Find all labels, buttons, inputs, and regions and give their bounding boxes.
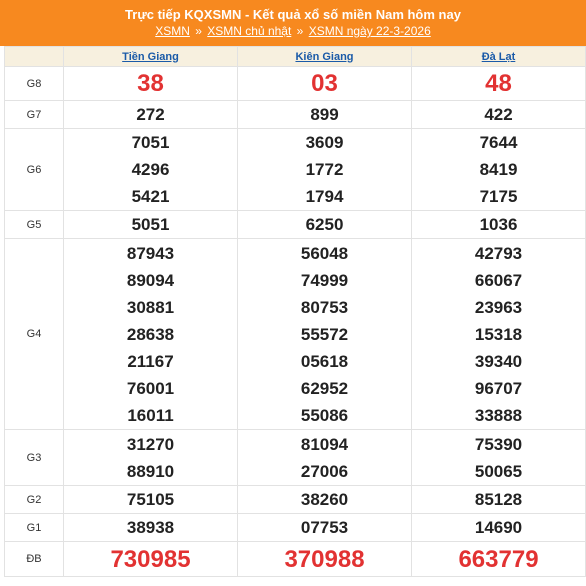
breadcrumb-separator: » xyxy=(195,24,202,38)
prize-number: 66067 xyxy=(474,270,523,290)
prize-number: 8419 xyxy=(479,160,518,179)
header-corner xyxy=(5,47,64,67)
prize-number: 88910 xyxy=(126,461,175,481)
prize-number: 75390 xyxy=(474,434,523,454)
prize-label: G1 xyxy=(5,514,64,542)
prize-number: 55572 xyxy=(300,324,349,344)
prize-row xyxy=(5,542,586,577)
prize-number: 07753 xyxy=(300,518,349,537)
prize-number: 21167 xyxy=(127,351,174,371)
prize-cell xyxy=(412,129,586,211)
prize-number: 422 xyxy=(484,105,513,124)
prize-number: 80753 xyxy=(300,297,349,317)
prize-cell xyxy=(412,430,586,486)
prize-number: 7051 xyxy=(131,133,170,152)
prize-row xyxy=(5,486,586,514)
prize-number: 03 xyxy=(311,70,338,97)
prize-cell xyxy=(238,514,412,542)
prize-number: 28638 xyxy=(126,324,175,344)
prize-number: 87943 xyxy=(126,243,175,263)
prize-number: 74999 xyxy=(300,270,349,290)
province-link-tien-giang[interactable]: Tiền Giang xyxy=(122,50,179,63)
prize-number: 1794 xyxy=(305,187,344,206)
prize-cell xyxy=(238,129,412,211)
prize-cell xyxy=(412,542,586,577)
prize-cell xyxy=(64,239,238,430)
prize-cell xyxy=(64,514,238,542)
province-link-kien-giang[interactable]: Kiên Giang xyxy=(295,50,354,63)
prize-number: 62952 xyxy=(300,378,349,398)
prize-number: 272 xyxy=(136,105,165,124)
prize-number: 23963 xyxy=(474,297,523,317)
prize-row xyxy=(5,67,586,101)
prize-number: 899 xyxy=(310,105,339,124)
prize-number: 76001 xyxy=(126,378,175,398)
prize-number: 1772 xyxy=(305,160,344,179)
prize-number: 89094 xyxy=(126,270,175,290)
prize-cell xyxy=(412,211,586,239)
page-title: Trực tiếp KQXSMN - Kết quả xổ số miền Nam hôm nay xyxy=(125,7,461,22)
prize-number: 39340 xyxy=(474,351,523,371)
prize-number: 48 xyxy=(485,70,512,97)
prize-number: 4296 xyxy=(131,160,170,179)
prize-number: 85128 xyxy=(474,490,523,509)
prize-label: G2 xyxy=(5,486,64,514)
prize-cell xyxy=(238,67,412,101)
prize-cell xyxy=(238,486,412,514)
prize-row xyxy=(5,129,586,211)
prize-cell xyxy=(412,514,586,542)
breadcrumb xyxy=(0,24,586,38)
prize-number: 370988 xyxy=(284,545,365,573)
prize-cell xyxy=(412,101,586,129)
prize-cell xyxy=(412,486,586,514)
prize-label: G5 xyxy=(5,211,64,239)
prize-cell xyxy=(238,101,412,129)
breadcrumb-link-date[interactable]: XSMN ngày 22-3-2026 xyxy=(308,24,431,38)
prize-number: 663779 xyxy=(458,545,539,573)
prize-label: ĐB xyxy=(5,542,64,577)
prize-number: 75105 xyxy=(126,490,175,509)
province-link-da-lat[interactable]: Đà Lạt xyxy=(481,50,516,63)
prize-number: 15318 xyxy=(474,324,523,344)
prize-number: 55086 xyxy=(300,405,349,425)
breadcrumb-link-xsmn[interactable]: XSMN xyxy=(155,24,190,38)
prize-number: 27006 xyxy=(300,461,349,481)
prize-number: 42793 xyxy=(474,243,523,263)
prize-cell xyxy=(64,430,238,486)
prize-row xyxy=(5,239,586,430)
results-header xyxy=(0,0,586,46)
breadcrumb-link-weekday[interactable]: XSMN chủ nhật xyxy=(207,24,292,38)
prize-cell xyxy=(412,67,586,101)
prize-cell xyxy=(64,101,238,129)
prize-row xyxy=(5,211,586,239)
prize-cell xyxy=(64,67,238,101)
prize-label: G6 xyxy=(5,129,64,211)
prize-number: 5051 xyxy=(131,215,170,234)
prize-number: 31270 xyxy=(126,434,175,454)
prize-cell xyxy=(64,129,238,211)
prize-cell xyxy=(64,211,238,239)
prize-number: 96707 xyxy=(474,378,523,398)
prize-number: 81094 xyxy=(300,434,349,454)
prize-cell xyxy=(238,211,412,239)
prize-number: 38 xyxy=(137,70,164,97)
prize-cell xyxy=(412,239,586,430)
table-header-row xyxy=(5,47,586,67)
prize-number: 33888 xyxy=(474,405,523,425)
prize-number: 3609 xyxy=(305,133,344,152)
prize-cell xyxy=(238,239,412,430)
breadcrumb-separator: » xyxy=(296,24,304,38)
prize-number: 38260 xyxy=(300,490,349,509)
prize-number: 7644 xyxy=(479,133,518,152)
prize-number: 05618 xyxy=(300,351,349,371)
prize-cell xyxy=(238,542,412,577)
prize-number: 5421 xyxy=(131,187,170,206)
prize-row xyxy=(5,101,586,129)
prize-number: 1036 xyxy=(479,215,518,234)
prize-number: 16011 xyxy=(127,405,174,425)
prize-number: 14690 xyxy=(474,518,523,537)
prize-row xyxy=(5,514,586,542)
prize-number: 38938 xyxy=(126,518,175,537)
prize-cell xyxy=(64,542,238,577)
prize-label: G3 xyxy=(5,430,64,486)
prize-cell xyxy=(64,486,238,514)
prize-number: 30881 xyxy=(126,297,175,317)
prize-label: G4 xyxy=(5,239,64,430)
prize-label: G7 xyxy=(5,101,64,129)
prize-number: 50065 xyxy=(474,461,523,481)
prize-number: 6250 xyxy=(305,215,344,234)
prize-number: 730985 xyxy=(110,545,191,573)
prize-number: 7175 xyxy=(479,187,518,206)
prize-row xyxy=(5,430,586,486)
results-table xyxy=(4,46,586,577)
prize-label: G8 xyxy=(5,67,64,101)
prize-cell xyxy=(238,430,412,486)
prize-number: 56048 xyxy=(300,243,349,263)
